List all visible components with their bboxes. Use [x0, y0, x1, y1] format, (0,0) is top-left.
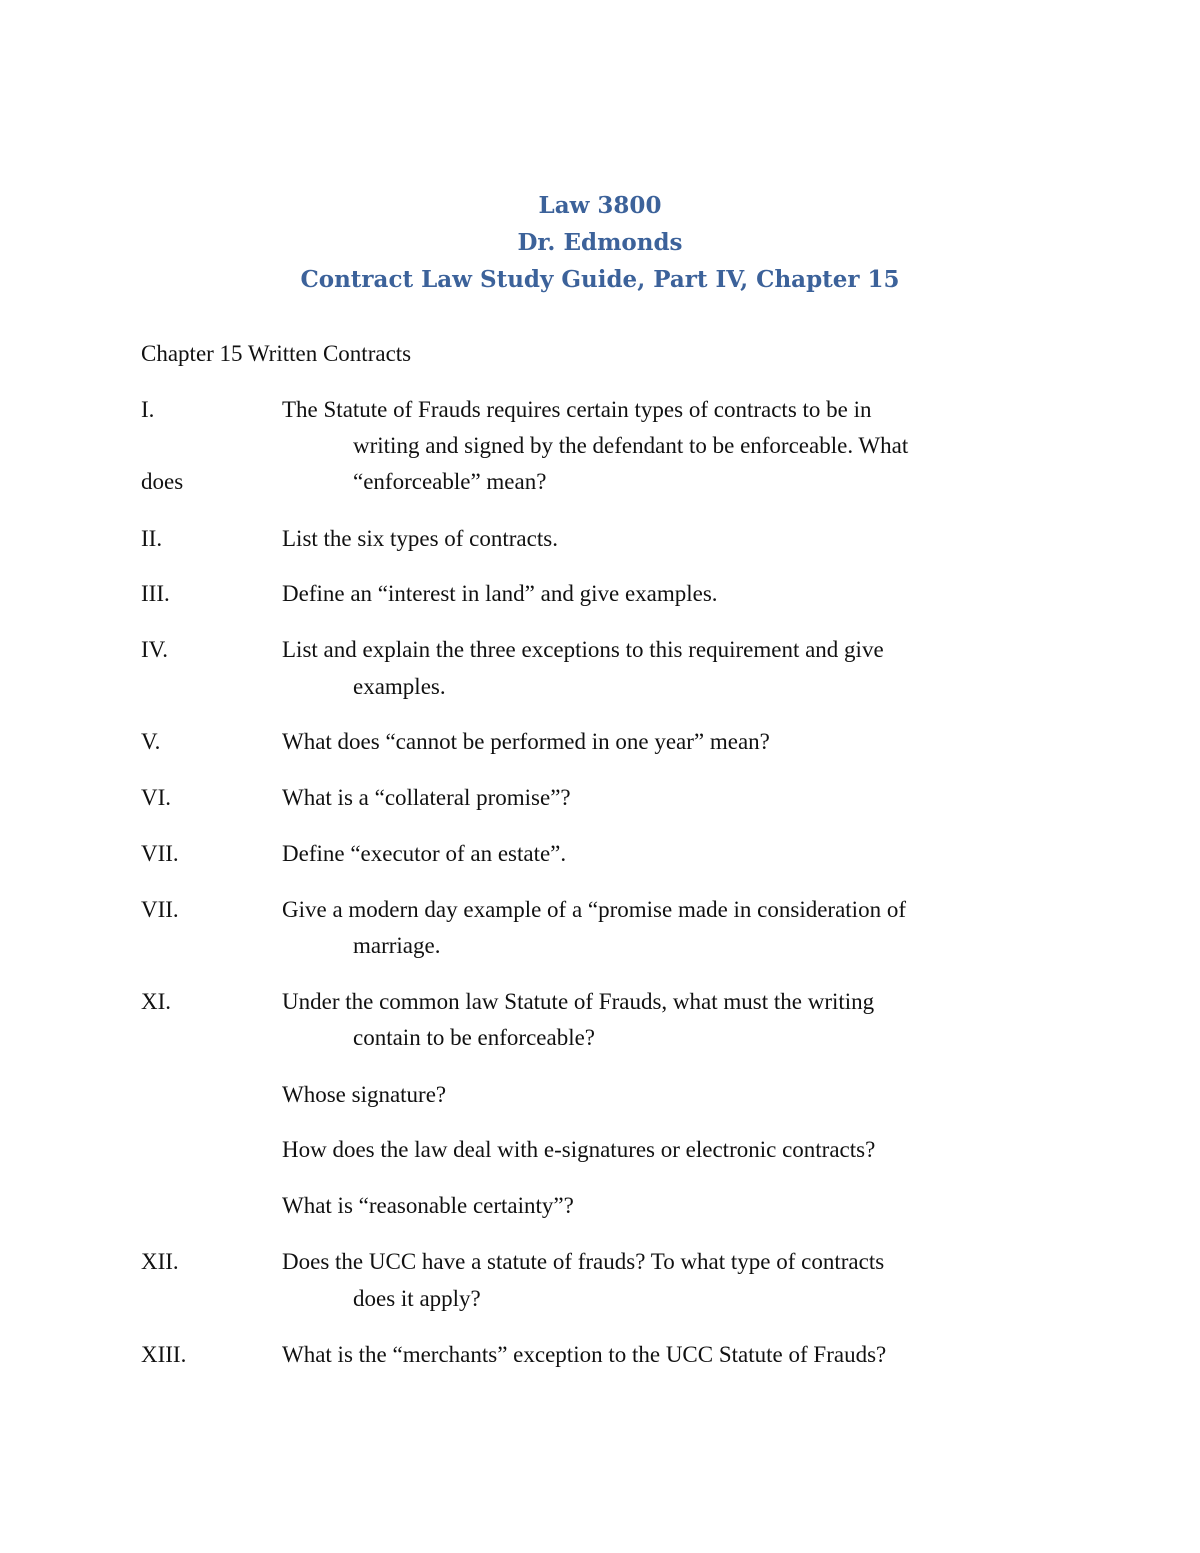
item-question-line: What does “cannot be performed in one year” mean? [282, 729, 770, 754]
item-question-line: marriage. [353, 933, 441, 958]
item-question-line: contain to be enforceable? [353, 1025, 596, 1050]
item-numeral: III. [141, 581, 170, 606]
item-numeral: IV. [141, 637, 169, 662]
item-question-line: “enforceable” mean? [353, 469, 547, 494]
item-stray-word: does [141, 469, 184, 494]
item-numeral: I. [141, 397, 155, 422]
item-question-line: Does the UCC have a statute of frauds? To what type of contracts [282, 1249, 885, 1274]
item-question-line: What is a “collateral promise”? [282, 785, 571, 810]
item-numeral: VII. [141, 897, 179, 922]
item-numeral: VI. [141, 785, 172, 810]
item-question-line: examples. [353, 674, 446, 699]
chapter-heading: Chapter 15 Written Contracts [141, 341, 412, 366]
item-question-line: List and explain the three exceptions to this requirement and give [282, 637, 884, 662]
item-question-line: writing and signed by the defendant to be enforceable. What [353, 433, 909, 458]
item-numeral: V. [141, 729, 161, 754]
instructor-name: Dr. Edmonds [517, 229, 683, 256]
item-question-line: The Statute of Frauds requires certain types of contracts to be in [282, 397, 872, 422]
item-question-line: Define an “interest in land” and give examples. [282, 581, 718, 606]
item-question-line: Define “executor of an estate”. [282, 841, 567, 866]
item-numeral: II. [141, 526, 163, 551]
item-numeral: VII. [141, 841, 179, 866]
item-numeral: XII. [141, 1249, 179, 1274]
item-numeral: XIII. [141, 1342, 187, 1367]
item-question-line: What is the “merchants” exception to the UCC Statute of Frauds? [282, 1342, 887, 1367]
course-title: Law 3800 [538, 192, 662, 219]
item-question-line: Under the common law Statute of Frauds, what must the writing [282, 989, 875, 1014]
sub-question: What is “reasonable certainty”? [282, 1193, 574, 1218]
sub-question: How does the law deal with e-signatures or electronic contracts? [282, 1137, 876, 1162]
item-question-line: does it apply? [353, 1286, 481, 1311]
guide-title: Contract Law Study Guide, Part IV, Chapter 15 [300, 266, 900, 293]
item-numeral: XI. [141, 989, 172, 1014]
item-question-line: List the six types of contracts. [282, 526, 558, 551]
sub-question: Whose signature? [282, 1082, 447, 1107]
item-question-line: Give a modern day example of a “promise made in consideration of [282, 897, 906, 922]
